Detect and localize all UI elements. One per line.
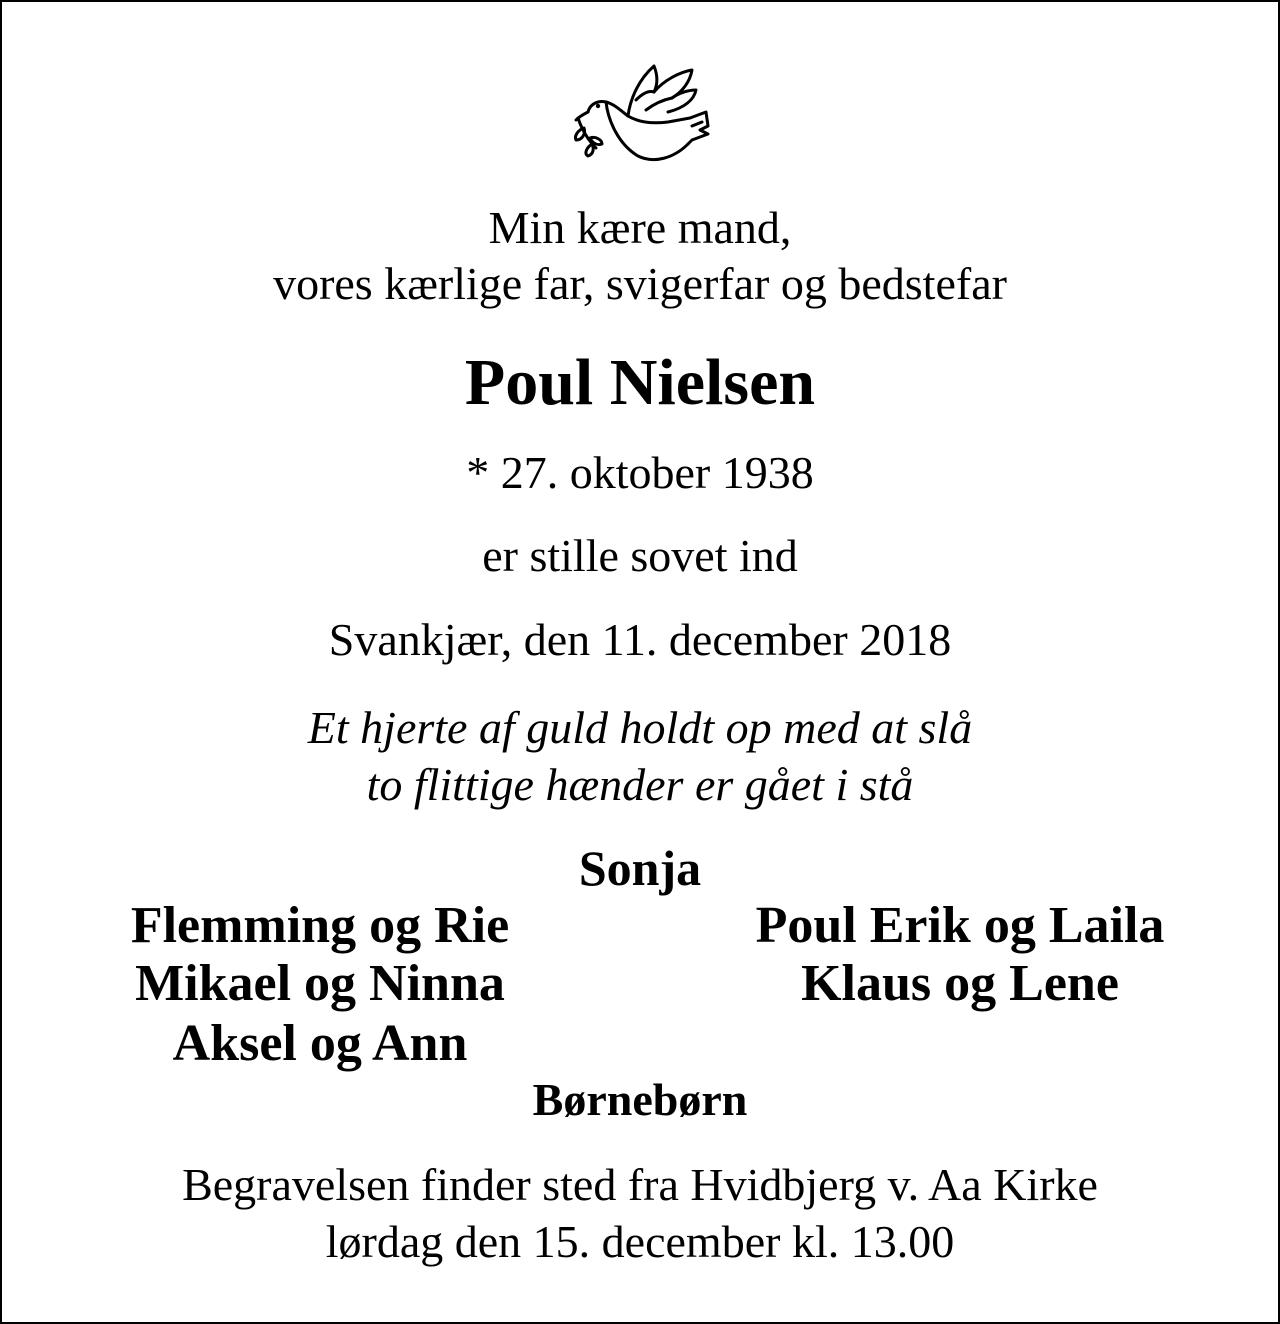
family-left-2: Mikael og Ninna	[135, 955, 505, 1012]
intro-line-1: Min kære mand,	[488, 202, 792, 253]
dove-icon	[568, 60, 712, 172]
verse-line-2: to flittige hænder er gået i stå	[366, 759, 914, 810]
grandchildren: Børnebørn	[532, 1074, 748, 1125]
place-date: Svankjær, den 11. december 2018	[328, 614, 952, 665]
funeral-line-1: Begravelsen finder sted fra Hvidbjerg v. Aa Kirke	[182, 1159, 1098, 1210]
birth-date: * 27. oktober 1938	[466, 447, 814, 498]
spouse-name: Sonja	[578, 840, 702, 896]
passed-text: er stille sovet ind	[482, 530, 798, 581]
family-right-2: Klaus og Lene	[801, 955, 1119, 1012]
verse-line-1: Et hjerte af guld holdt op med at slå	[307, 702, 973, 753]
family-right-1: Poul Erik og Laila	[755, 897, 1165, 954]
family-left-3: Aksel og Ann	[172, 1015, 468, 1072]
family-left-1: Flemming og Rie	[130, 897, 510, 954]
deceased-name: Poul Nielsen	[464, 346, 816, 419]
funeral-line-2: lørdag den 15. december kl. 13.00	[325, 1216, 955, 1267]
intro-line-2: vores kærlige far, svigerfar og bedstefar	[273, 258, 1007, 309]
